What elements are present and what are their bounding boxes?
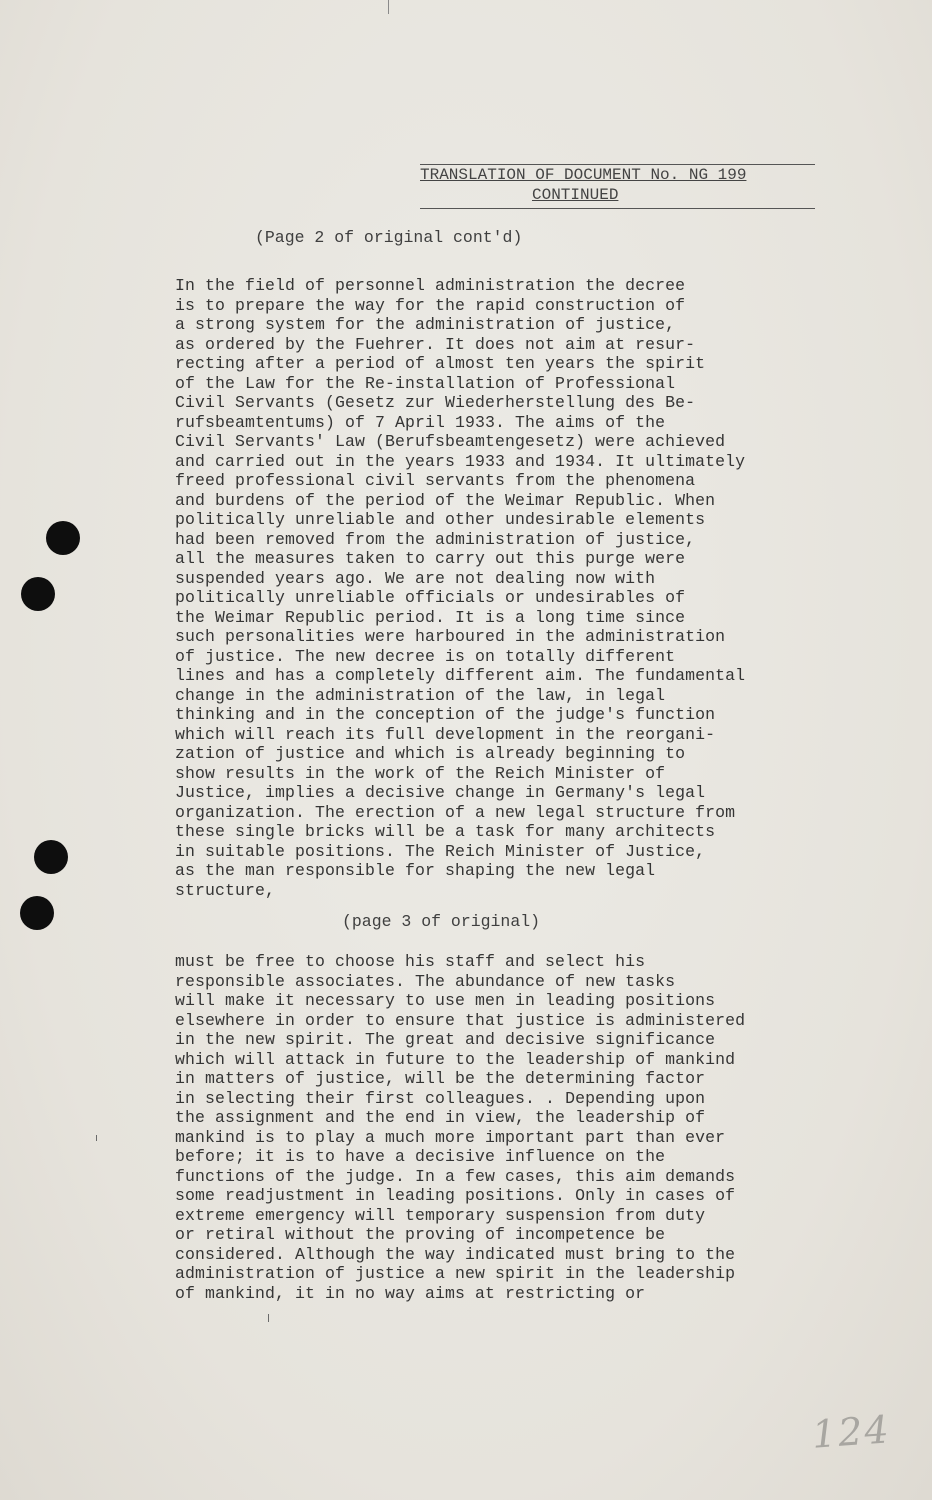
text-line: which will attack in future to the leadership of mankind: [175, 1049, 736, 1069]
text-line: suspended years ago. We are not dealing now with: [175, 568, 656, 588]
text-line: a strong system for the administration of justice,: [175, 315, 676, 334]
punch-hole: [20, 896, 54, 930]
text-line: in selecting their first colleagues. . Depending upon: [175, 1088, 706, 1108]
text-line: or retiral without the proving of incompetence be: [175, 1225, 666, 1244]
text-line: Civil Servants' Law (Berufsbeamtengesetz) were achieved: [175, 432, 726, 451]
text-line: functions of the judge. In a few cases, this aim demands: [175, 1166, 736, 1186]
text-line: freed professional civil servants from the phenomena: [175, 471, 696, 490]
text-line: had been removed from the administration of justice,: [175, 529, 696, 549]
text-line: in the new spirit. The great and decisive significance: [175, 1030, 716, 1049]
text-line: change in the administration of the law, in legal: [175, 685, 666, 705]
body-paragraph-2: [175, 952, 745, 1303]
text-line: some readjustment in leading positions. Only in cases of: [175, 1186, 736, 1205]
page-note-first: (Page 2 of original cont'd): [255, 228, 523, 247]
punch-hole: [21, 577, 55, 611]
text-line: elsewhere in order to ensure that justice is administered: [175, 1010, 746, 1030]
text-line: in suitable positions. The Reich Minister of Justice,: [175, 841, 706, 861]
text-line: and burdens of the period of the Weimar Republic. When: [175, 490, 716, 510]
text-line: zation of justice and which is already beginning to: [175, 744, 686, 763]
text-line: lines and has a completely different aim. The fundamental: [175, 666, 746, 685]
text-line: politically unreliable and other undesirable elements: [175, 510, 706, 529]
top-edge-mark: [388, 0, 389, 14]
text-line: the assignment and the end in view, the leadership of: [175, 1108, 706, 1127]
text-line: of mankind, it in no way aims at restricting or: [175, 1283, 646, 1303]
text-line: such personalities were harboured in the administration: [175, 627, 726, 646]
text-line: and carried out in the years 1933 and 1934. It ultimately: [175, 451, 746, 471]
text-line: will make it necessary to use men in leading positions: [175, 991, 716, 1010]
text-line: extreme emergency will temporary suspension from duty: [175, 1205, 706, 1225]
text-line: of justice. The new decree is on totally different: [175, 646, 676, 666]
punch-hole: [46, 521, 80, 555]
text-line: before; it is to have a decisive influence on the: [175, 1147, 666, 1166]
text-line: thinking and in the conception of the judge's function: [175, 705, 716, 724]
text-line: of the Law for the Re-installation of Professional: [175, 373, 676, 393]
handwritten-page-number: 124: [810, 1407, 892, 1457]
text-line: must be free to choose his staff and select his: [175, 952, 646, 971]
text-line: considered. Although the way indicated must bring to the: [175, 1244, 736, 1264]
text-line: structure,: [175, 880, 276, 900]
punch-hole: [34, 840, 68, 874]
body-paragraph-1: [175, 276, 745, 900]
text-line: as the man responsible for shaping the new legal: [175, 861, 656, 880]
text-line: recting after a period of almost ten years the spirit: [175, 354, 706, 373]
text-line: mankind is to play a much more important part than ever: [175, 1127, 726, 1147]
document-continued-label: CONTINUED: [532, 186, 619, 204]
text-line: show results in the work of the Reich Minister of: [175, 763, 666, 783]
header-rule-top: [420, 164, 815, 165]
text-line: as ordered by the Fuehrer. It does not aim at resur-: [175, 334, 696, 354]
text-line: responsible associates. The abundance of new tasks: [175, 971, 676, 991]
text-line: is to prepare the way for the rapid construction of: [175, 295, 686, 315]
text-line: administration of justice a new spirit in the leadership: [175, 1264, 736, 1283]
stray-ink-mark: [96, 1135, 97, 1141]
text-line: all the measures taken to carry out this purge were: [175, 549, 686, 568]
text-line: which will reach its full development in the reorgani-: [175, 724, 716, 744]
text-line: organization. The erection of a new legal structure from: [175, 802, 736, 822]
stray-ink-mark: [268, 1314, 269, 1322]
text-line: In the field of personnel administration the decree: [175, 276, 686, 295]
header-rule-bottom: [420, 208, 815, 209]
text-line: Justice, implies a decisive change in Germany's legal: [175, 783, 706, 802]
text-line: in matters of justice, will be the determining factor: [175, 1069, 706, 1088]
text-line: the Weimar Republic period. It is a long time since: [175, 607, 686, 627]
text-line: Civil Servants (Gesetz zur Wiederherstellung des Be-: [175, 393, 696, 412]
text-line: politically unreliable officials or undesirables of: [175, 588, 686, 607]
document-title: TRANSLATION OF DOCUMENT No. NG 199: [420, 166, 747, 184]
text-line: rufsbeamtentums) of 7 April 1933. The aims of the: [175, 412, 666, 432]
page-note-second: (page 3 of original): [342, 912, 541, 931]
text-line: these single bricks will be a task for many architects: [175, 822, 716, 841]
